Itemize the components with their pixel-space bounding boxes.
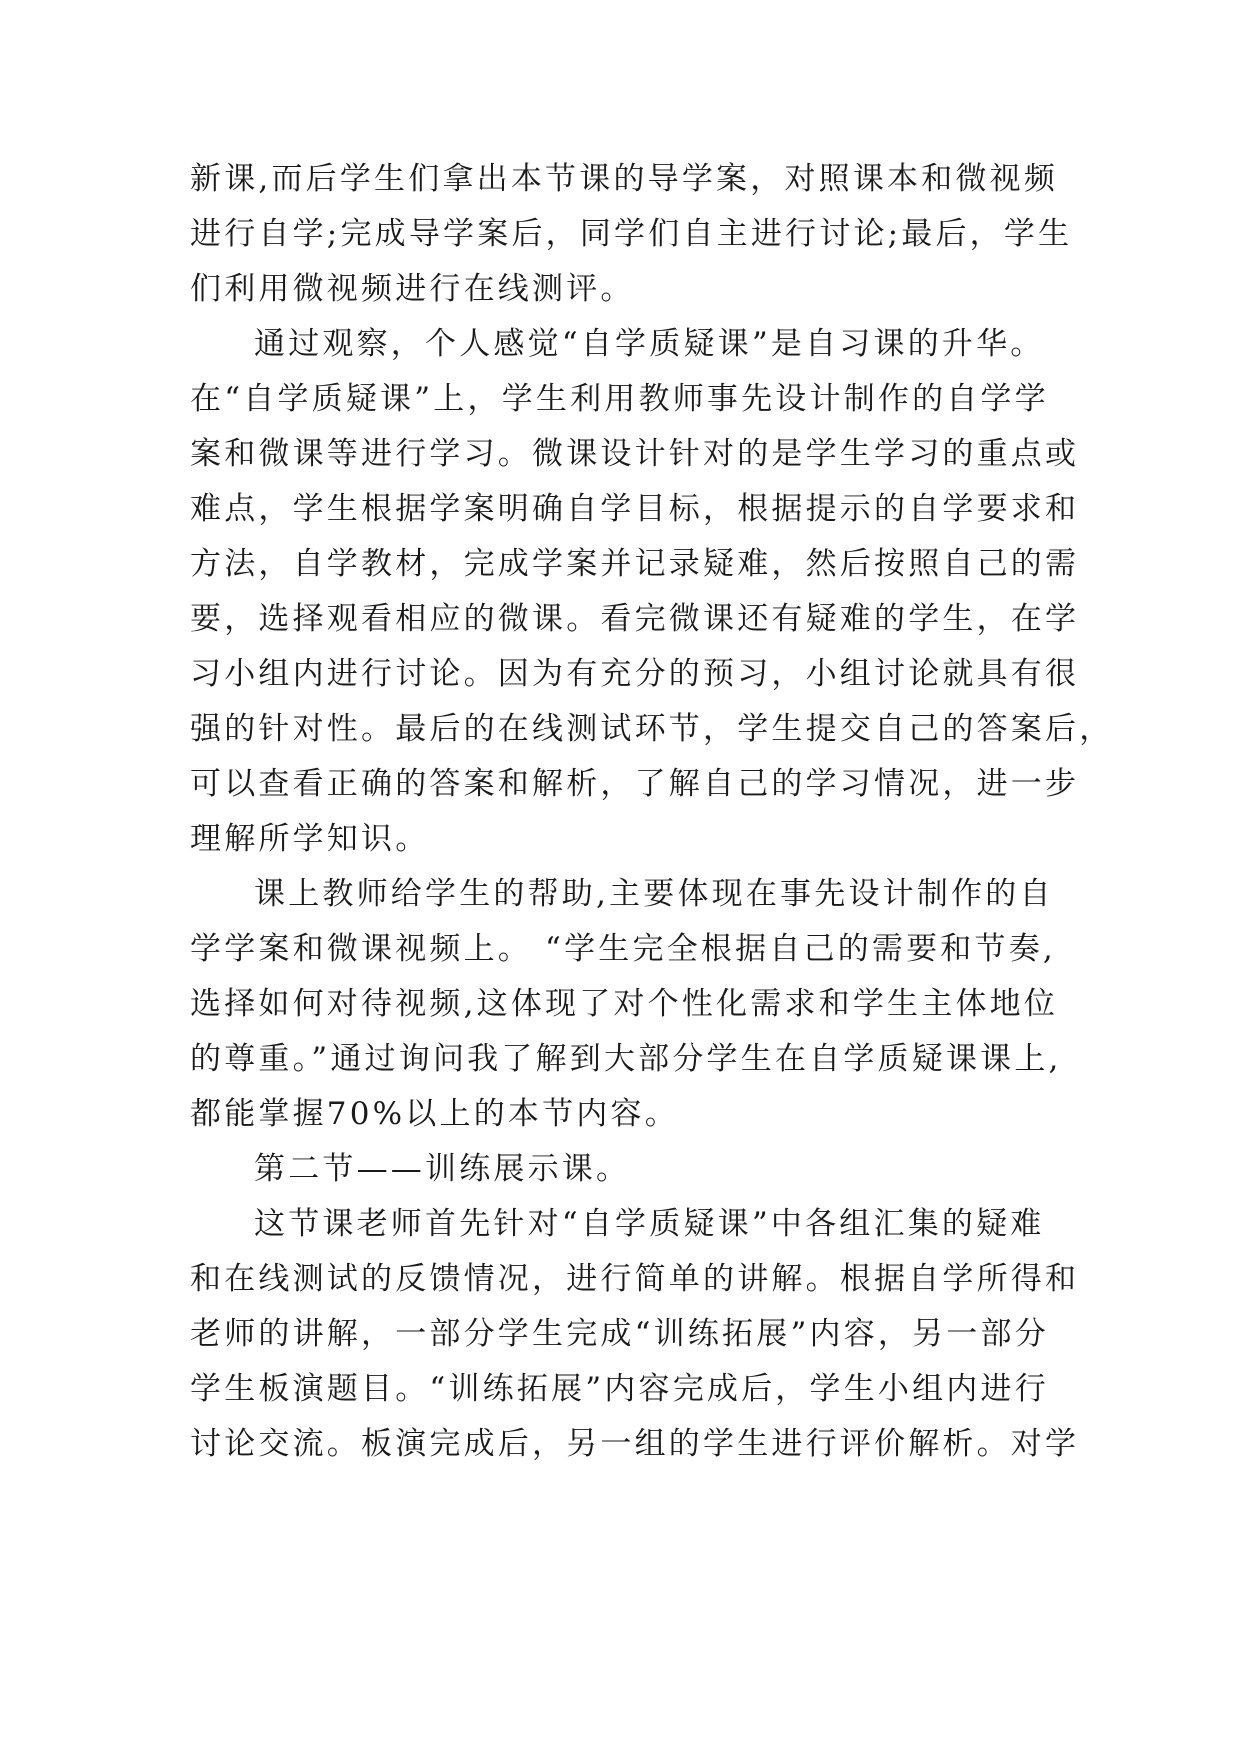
paragraph-first-line: 课上教师给学生的帮助,主要体现在事先设计制作的自	[254, 876, 1054, 912]
paragraph-first-line: 这节课老师首先针对“自学质疑课”中各组汇集的疑难	[254, 1206, 1045, 1242]
text-line: 都能掌握70%以上的本节内容。	[190, 1096, 679, 1132]
text-line: 们利用微视频进行在线测评。	[190, 271, 635, 307]
text-line: 学生板演题目。“训练拓展”内容完成后，学生小组内进行	[190, 1371, 1049, 1407]
text-line: 方法，自学教材，完成学案并记录疑难，然后按照自己的需	[190, 546, 1080, 582]
paragraph-first-line: 通过观察，个人感觉“自学质疑课”是自习课的升华。	[254, 326, 1045, 362]
text-line: 可以查看正确的答案和解析，了解自己的学习情况，进一步	[190, 766, 1080, 802]
text-line: 老师的讲解，一部分学生完成“训练拓展”内容，另一部分	[190, 1316, 1049, 1352]
text-line: 新课,而后学生们拿出本节课的导学案，对照课本和微视频	[190, 161, 1059, 197]
text-line: 强的针对性。最后的在线测试环节，学生提交自己的答案后，	[190, 711, 1114, 747]
text-line: 难点，学生根据学案明确自学目标，根据提示的自学要求和	[190, 491, 1080, 527]
text-line: 案和微课等进行学习。微课设计针对的是学生学习的重点或	[190, 436, 1080, 472]
text-line: 理解所学知识。	[190, 821, 430, 857]
section-heading: 第二节——训练展示课。	[254, 1151, 631, 1187]
text-line: 学学案和微课视频上。 “学生完全根据自己的需要和节奏,	[190, 931, 1056, 967]
text-line: 选择如何对待视频,这体现了对个性化需求和学生主体地位	[190, 986, 1059, 1022]
text-line: 进行自学;完成导学案后，同学们自主进行讨论;最后，学生	[190, 216, 1073, 252]
text-line: 习小组内进行讨论。因为有充分的预习，小组讨论就具有很	[190, 656, 1080, 692]
text-line: 的尊重。”通过询问我了解到大部分学生在自学质疑课课上,	[190, 1041, 1062, 1077]
text-line: 讨论交流。板演完成后，另一组的学生进行评价解析。对学	[190, 1426, 1080, 1462]
text-line: 要，选择观看相应的微课。看完微课还有疑难的学生，在学	[190, 601, 1080, 637]
text-line: 在“自学质疑课”上，学生利用教师事先设计制作的自学学	[190, 381, 1049, 417]
text-line: 和在线测试的反馈情况，进行简单的讲解。根据自学所得和	[190, 1261, 1080, 1297]
